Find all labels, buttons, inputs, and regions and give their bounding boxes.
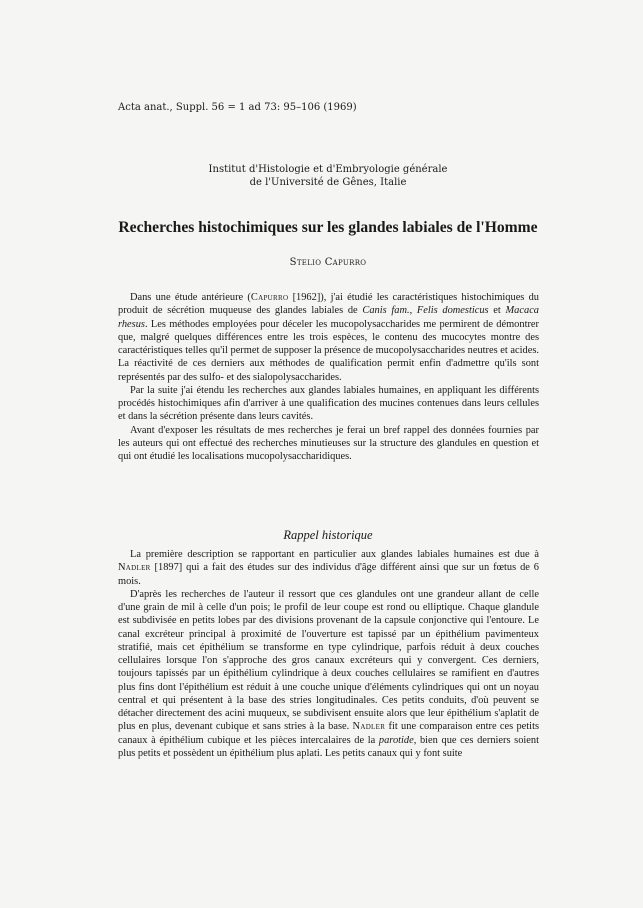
species-name: Felis domesticus [416,305,489,317]
history-paragraph-2 [118,588,539,760]
reference-author: Nadler [118,562,151,574]
text: , [409,305,417,317]
text: et [488,305,506,317]
text: Dans une étude antérieure ( [130,292,251,303]
species-name: Macaca rhesus [118,305,539,330]
article-title: Recherches histochimiques sur les glandes labiales de l'Homme [118,219,538,236]
reference-author: Capurro [250,292,289,303]
intro-paragraph-2: Par la suite j'ai étendu les recherches aux glandes labiales humaines, en appliquant les différents procédés histochimiques afin d'arriver à une qualification des mucines contenues dans leurs cellules et dans la sécrétion présente dans leurs cavités. [118,384,539,423]
text: [1962]), j'ai étudié les caractéristiques histochimiques du produit de sécrétion muqueuse des glandes labiales de [118,292,539,317]
text: [1897] qui a fait des études sur des individus d'âge différent ainsi que sur un fœtus de 6 mois. [118,562,539,587]
affiliation-line-1: Institut d'Histologie et d'Embryologie générale [208,164,448,175]
intro-paragraph-1 [118,291,539,384]
species-name: Canis fam. [362,305,410,317]
affiliation [118,163,538,189]
affiliation-line-2: de l'Université de Gênes, Italie [249,177,407,188]
text: . Les méthodes employées pour déceler les mucopolysaccharides me permirent de démontrer que, malgré quelques différences entre les trois espèces, le contenu des mucocytes montre des caractéristiques telles qu'il permet de supposer la présence de mucopolysaccharides neutres et acides. La réactivité de ces derniers aux méthodes de qualification permit enfin d'admettre qu'ils sont représentés par des sulfo- et des sialopolysaccharides. [118,318,539,383]
author-name: Stelio Capurro [289,257,367,268]
text: D'après les recherches de l'auteur il ressort que ces glandules ont une grandeur allant de celle d'une grain de mil à celle d'un pois; le profil de leur coupe est rond ou elliptique. Chaque glandule est subdivisée en petits lobes par des divisions provenant de la capsule conjonctive qui l'entoure. Le canal excréteur principal à proximité de l'ouverture est tapissé par un épithélium pavimenteux stratifié, mais cet épithélium se transforme en type cylindrique, parfois réduit à deux couches cellulaires lorsque l'on s'approche des gros canaux excréteurs qui y convergent. Ces derniers, toujours tapissés par un épithélium cylindrique à deux couches cellulaires se ramifient en d'autres plus fins dont l'épithélium est réduit à une couche unique d'éléments cylindriques qui ont un noyau central et qui présentent à la base des stries longitudinales. Ces petits conduits, d'où peuvent se détacher directement des acini muqueux, se subdivisent ensuite alors que leur épithélium s'aplatit de plus en plus, devenant cubique et sans stries à la base. [118,588,539,733]
anatomical-term: parotide [378,734,414,746]
reference-author: Nadler [352,721,386,733]
section-heading: Rappel historique [283,528,373,542]
text: fit une comparaison entre ces petits canaux à épithélium cubique et les pièces intercalaires de la [118,721,539,746]
text: , bien que ces derniers soient plus petits et possèdent un épithélium plus aplati. Les petits canaux qui y font suite [118,734,540,759]
history-section [118,548,539,760]
introduction [118,291,539,463]
intro-paragraph-3: Avant d'exposer les résultats de mes recherches je ferai un bref rappel des données fournies par les auteurs qui ont effectué des recherches minutieuses sur la structure des glandules en question et qui ont étudié les localisations mucopolysaccharidiques. [118,424,539,462]
journal-citation: Acta anat., Suppl. 56 = 1 ad 73: 95–106 (1969) [118,102,357,113]
history-paragraph-1 [118,548,539,588]
text: La première description se rapportant en particulier aux glandes labiales humaines est due à [130,549,539,560]
